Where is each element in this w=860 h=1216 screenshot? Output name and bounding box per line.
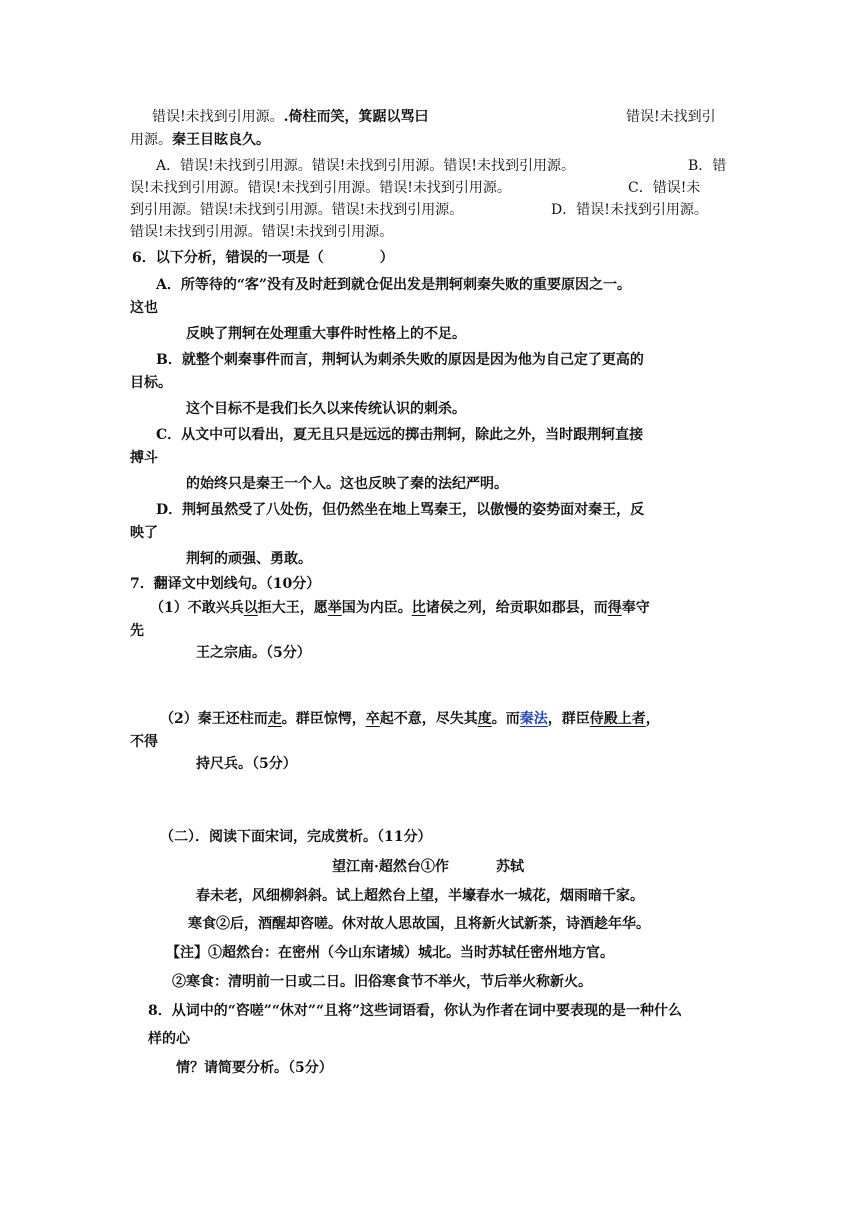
q5-option-d: D．错误!未找到引用源。 [551, 202, 708, 218]
poem-title: 望江南·超然台①作 [332, 859, 449, 875]
underlined-word: 侍殿上者 [589, 711, 646, 727]
q6-option-b: B．就整个刺秦事件而言，荆轲认为刺杀失败的原因是因为他为自己定了更高的 [156, 352, 644, 368]
q6-stem: 6．以下分析，错误的一项是（ ） [132, 250, 394, 266]
q7-stem: 7．翻译文中划线句。（10分） [130, 576, 321, 592]
q6-option-a-cont: 这也 [130, 300, 158, 316]
q5-line2 [130, 130, 270, 150]
plain-text: 起不意，尽失其 [379, 711, 478, 727]
q6-option-c: C．从文中可以看出，夏无且只是远远的掷击荆轲，除此之外，当时跟荆轲直接 [156, 427, 644, 443]
plain-text: 拒大王，愿 [257, 600, 328, 616]
poem-line-2: 寒食②后，酒醒却咨嗟。休对故人思故国，且将新火试新茶，诗酒趁年华。 [188, 916, 650, 932]
section-heading: （二）．阅读下面宋词，完成赏析。（11分） [160, 829, 432, 845]
quote-text: 秦王目眩良久。 [172, 132, 270, 148]
plain-text: （1）不敢兴兵 [150, 600, 244, 616]
q7-sentence-1 [150, 598, 650, 618]
error-ref-text: 用源。 [130, 132, 172, 148]
q6-option-b-cont2: 这个目标不是我们长久以来传统认识的刺杀。 [186, 401, 466, 417]
underlined-word: 得 [607, 600, 622, 616]
plain-text: （2）秦王还柱而 [160, 711, 268, 727]
q5-option-c: C．错误!未 [628, 180, 701, 196]
q7-sentence-1-cont2: 王之宗庙。（5分） [196, 645, 311, 661]
underlined-word: 走 [267, 711, 282, 727]
q5-option-c-cont: 到引用源。错误!未找到引用源。错误!未找到引用源。 [130, 202, 464, 218]
qinfa-link[interactable]: 秦法 [519, 711, 548, 727]
error-ref-text: 错误!未找到引用源。 [152, 109, 284, 125]
q6-option-c-cont2: 的始终只是秦王一个人。这也反映了秦的法纪严明。 [186, 476, 508, 492]
q6-option-d: D．荆轲虽然受了八处伤，但仍然坐在地上骂秦王，以傲慢的姿势面对秦王，反 [156, 502, 645, 518]
underlined-word: 以 [243, 600, 258, 616]
plain-text: ， [645, 711, 660, 727]
poem-note-2: ②寒食：清明前一日或二日。旧俗寒食节不举火，节后举火称新火。 [172, 974, 592, 990]
q6-option-a: A．所等待的“客”没有及时赶到就仓促出发是荆轲刺秦失败的重要原因之一。 [156, 277, 631, 293]
q5-option-a: A．错误!未找到引用源。错误!未找到引用源。错误!未找到引用源。 [156, 158, 575, 174]
error-ref-text: 错误!未找到引 [626, 109, 716, 125]
q6-option-d-cont2: 荆轲的顽强、勇敢。 [186, 551, 312, 567]
plain-text: 国为内臣。 [341, 600, 412, 616]
plain-text: 。而 [491, 711, 520, 727]
plain-text: 诸侯之列，给贡职如郡县，而 [425, 600, 608, 616]
plain-text: 。群臣惊愕， [281, 711, 366, 727]
q5-option-d-cont: 错误!未找到引用源。错误!未找到引用源。 [130, 224, 394, 240]
q6-option-d-cont: 映了 [130, 525, 158, 541]
underlined-word: 举 [327, 600, 342, 616]
q7-sentence-1-cont: 先 [130, 623, 144, 639]
q7-sentence-2-cont2: 持尺兵。（5分） [196, 756, 297, 772]
poem-author: 苏轼 [496, 859, 524, 875]
plain-text: 奉守 [621, 600, 650, 616]
q6-option-b-cont: 目标。 [130, 375, 172, 391]
q5-option-b-cont: 误!未找到引用源。错误!未找到引用源。错误!未找到引用源。 [130, 180, 511, 196]
q8-stem: 8．从词中的“咨嗟”“休对”“且将”这些词语看，你认为作者在词中要表现的是一种什么 [148, 1003, 683, 1019]
q7-sentence-2 [160, 709, 660, 729]
q5-option-b: B．错 [688, 158, 727, 174]
q8-stem-cont2: 情？请简要分析。（5分） [176, 1060, 333, 1076]
underlined-word: 比 [411, 600, 426, 616]
q5-line1 [152, 107, 429, 127]
q7-sentence-2-cont: 不得 [130, 734, 158, 750]
poem-note-1: 【注】①超然台：在密州（今山东诸城）城北。当时苏轼任密州地方官。 [166, 945, 614, 961]
plain-text: ，群臣 [547, 711, 590, 727]
underlined-word: 卒 [365, 711, 380, 727]
quote-text: .倚柱而笑，箕踞以骂曰 [283, 109, 429, 125]
q6-option-c-cont: 搏斗 [130, 450, 158, 466]
q8-stem-cont: 样的心 [148, 1031, 190, 1047]
poem-line-1: 春未老，风细柳斜斜。试上超然台上望，半壕春水一城花，烟雨暗千家。 [196, 888, 644, 904]
q6-option-a-cont2: 反映了荆轲在处理重大事件时性格上的不足。 [186, 326, 466, 342]
underlined-word: 度 [477, 711, 492, 727]
